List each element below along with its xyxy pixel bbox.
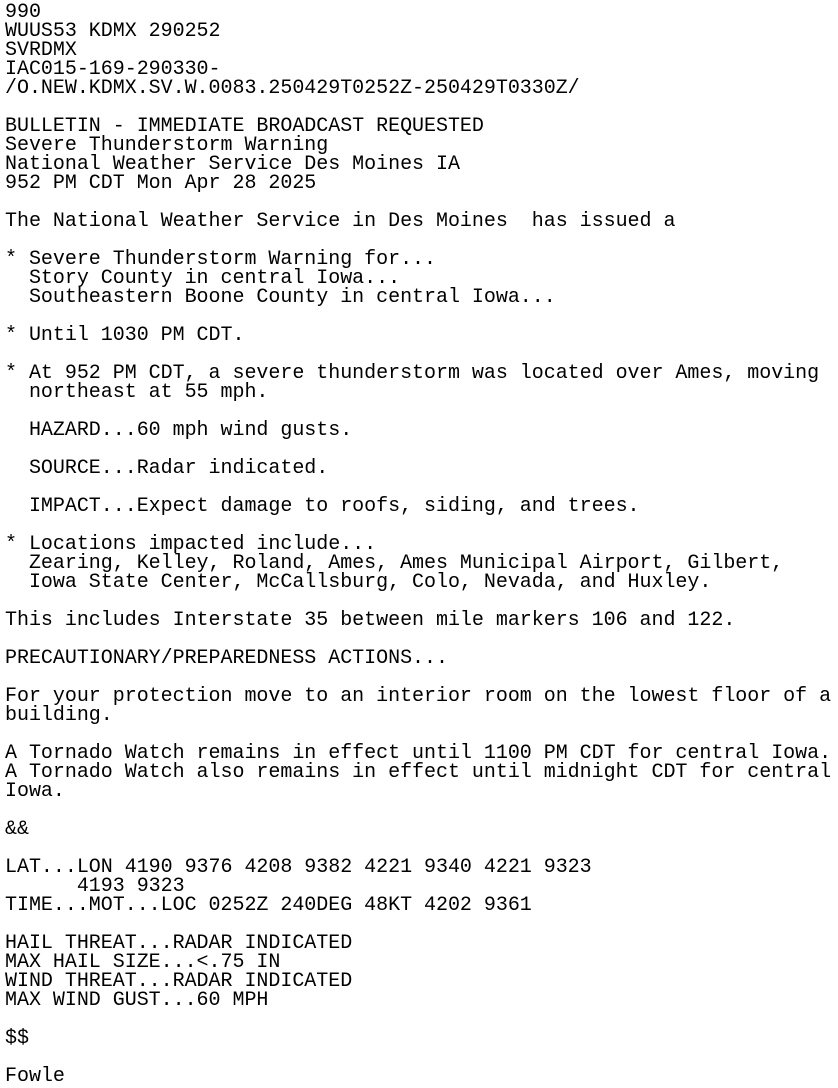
bulletin-line: LAT...LON 4190 9376 4208 9382 4221 9340 4221 9323 xyxy=(5,856,592,879)
bulletin-line: 4193 9323 xyxy=(5,875,185,898)
bulletin-line: Iowa. xyxy=(5,780,65,803)
bulletin-line: Zearing, Kelley, Roland, Ames, Ames Municipal Airport, Gilbert, xyxy=(5,552,784,575)
bulletin-line: National Weather Service Des Moines IA xyxy=(5,153,460,176)
bulletin-line: building. xyxy=(5,704,113,727)
bulletin-line: IAC015-169-290330- xyxy=(5,58,221,81)
bulletin-line: Severe Thunderstorm Warning xyxy=(5,134,329,157)
bulletin-line: TIME...MOT...LOC 0252Z 240DEG 48KT 4202 9361 xyxy=(5,894,532,917)
bulletin-line: /O.NEW.KDMX.SV.W.0083.250429T0252Z-250429T0330Z/ xyxy=(5,77,580,100)
bulletin-line: HAZARD...60 mph wind gusts. xyxy=(5,419,353,442)
bulletin-line: * Locations impacted include... xyxy=(5,533,377,556)
bulletin-line: * At 952 PM CDT, a severe thunderstorm was located over Ames, moving xyxy=(5,362,820,385)
bulletin-line: Story County in central Iowa... xyxy=(5,267,401,290)
bulletin-line: HAIL THREAT...RADAR INDICATED xyxy=(5,932,353,955)
bulletin-line: 952 PM CDT Mon Apr 28 2025 xyxy=(5,172,317,195)
bulletin-line: MAX HAIL SIZE...<.75 IN xyxy=(5,951,281,974)
bulletin-line xyxy=(5,1010,838,1029)
bulletin-line: WIND THREAT...RADAR INDICATED xyxy=(5,970,353,993)
bulletin-line: * Until 1030 PM CDT. xyxy=(5,324,245,347)
bulletin-line: * Severe Thunderstorm Warning for... xyxy=(5,248,436,271)
bulletin-line xyxy=(5,1048,838,1067)
bulletin-line: Iowa State Center, McCallsburg, Colo, Nevada, and Huxley. xyxy=(5,571,712,594)
bulletin-line: A Tornado Watch remains in effect until 1100 PM CDT for central Iowa. xyxy=(5,742,832,765)
bulletin-line: A Tornado Watch also remains in effect until midnight CDT for central xyxy=(5,761,832,784)
bulletin-line: $$ xyxy=(5,1027,29,1050)
bulletin-line: northeast at 55 mph. xyxy=(5,381,269,404)
bulletin-line: Fowle xyxy=(5,1065,65,1088)
bulletin-line: MAX WIND GUST...60 MPH xyxy=(5,989,269,1012)
bulletin-line: && xyxy=(5,818,29,841)
bulletin-line xyxy=(5,801,838,820)
bulletin-line: The National Weather Service in Des Moines has issued a xyxy=(5,210,676,233)
bulletin-line: PRECAUTIONARY/PREPAREDNESS ACTIONS... xyxy=(5,647,448,670)
bulletin-line: SOURCE...Radar indicated. xyxy=(5,457,329,480)
bulletin-line: For your protection move to an interior room on the lowest floor of a xyxy=(5,685,832,708)
bulletin-line: IMPACT...Expect damage to roofs, siding, and trees. xyxy=(5,495,640,518)
bulletin-line: WUUS53 KDMX 290252 xyxy=(5,20,221,43)
bulletin-line: Southeastern Boone County in central Iowa... xyxy=(5,286,556,309)
bulletin-line: 990 xyxy=(5,1,41,24)
bulletin-line: This includes Interstate 35 between mile markers 106 and 122. xyxy=(5,609,736,632)
bulletin-line: SVRDMX xyxy=(5,39,77,62)
bulletin-line: BULLETIN - IMMEDIATE BROADCAST REQUESTED xyxy=(5,115,484,138)
